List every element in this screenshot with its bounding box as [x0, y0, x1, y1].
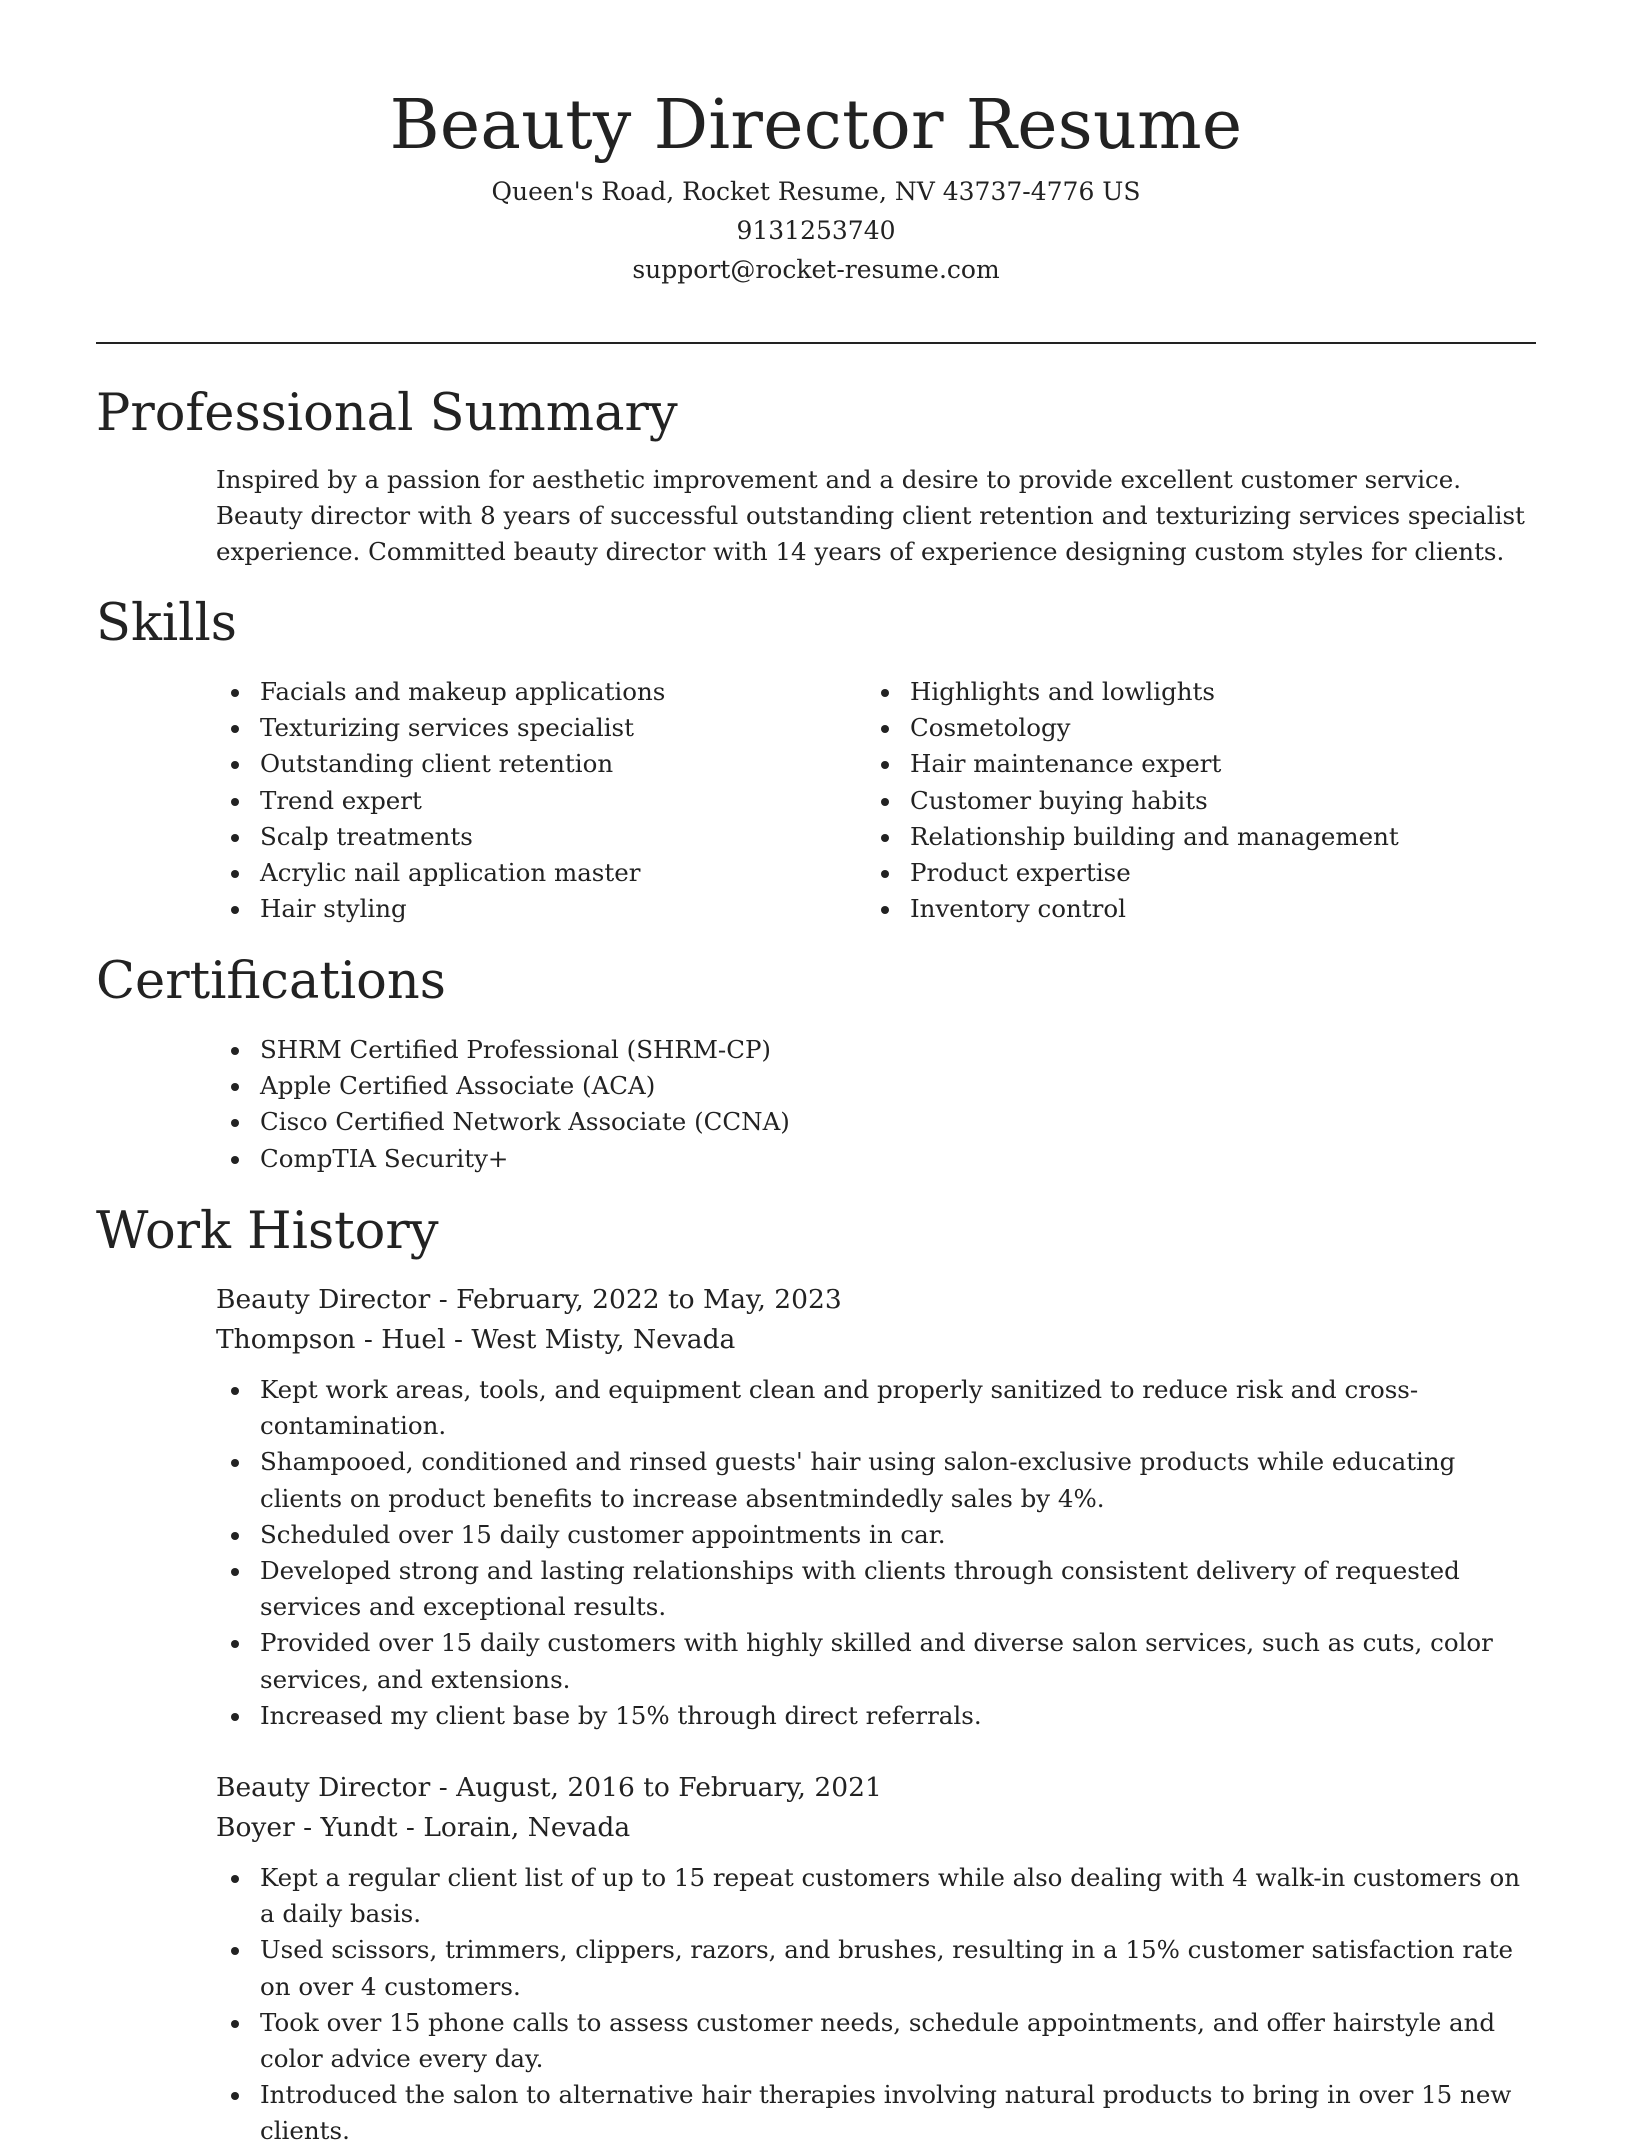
resume-title: Beauty Director Resume — [389, 86, 1243, 165]
job-entry — [216, 1280, 1536, 1734]
work-history-heading: Work History — [96, 1202, 439, 1261]
job-company-line — [216, 1808, 1536, 1848]
separator: - — [430, 1284, 457, 1315]
job-duty-item: Provided over 15 daily customers with highly skilled and diverse salon services, such as cuts, color services, and extensions. — [216, 1625, 1536, 1697]
job-position: Beauty Director — [216, 1772, 431, 1803]
certification-item: SHRM Certified Professional (SHRM-CP) — [216, 1032, 790, 1068]
job-duty-item: Increased my client base by 15% through direct referrals. — [216, 1698, 1536, 1734]
job-position: Beauty Director — [216, 1284, 431, 1315]
header-divider — [96, 342, 1536, 344]
skill-item: Highlights and lowlights — [866, 674, 1399, 710]
job-location: Lorain, Nevada — [423, 1812, 631, 1843]
skill-item: Facials and makeup applications — [216, 674, 665, 710]
certification-item: Apple Certified Associate (ACA) — [216, 1068, 790, 1104]
job-company: Boyer - Yundt — [216, 1812, 398, 1843]
job-dates: February, 2022 to May, 2023 — [456, 1284, 842, 1315]
skill-item: Inventory control — [866, 891, 1399, 927]
job-duty-item: Kept a regular client list of up to 15 repeat customers while also dealing with 4 walk-in customers on a daily basis. — [216, 1860, 1536, 1932]
job-duty-item: Used scissors, trimmers, clippers, razors, and brushes, resulting in a 15% customer satisfaction rate on over 4 customers. — [216, 1932, 1536, 2004]
job-duty-item: Developed strong and lasting relationships with clients through consistent delivery of requested services and exceptional results. — [216, 1553, 1536, 1625]
separator: - — [445, 1324, 472, 1355]
separator: - — [430, 1772, 457, 1803]
skill-item: Product expertise — [866, 855, 1399, 891]
skill-item: Texturizing services specialist — [216, 710, 665, 746]
job-company-line — [216, 1320, 1536, 1360]
skills-heading: Skills — [96, 594, 237, 653]
job-duties-list — [216, 1860, 1536, 2150]
resume-header — [96, 80, 1536, 289]
job-entry — [216, 1768, 1536, 2150]
job-location: West Misty, Nevada — [471, 1324, 736, 1355]
skill-item: Hair styling — [216, 891, 665, 927]
email-address: support@rocket-resume.com — [632, 255, 1000, 284]
job-duty-item: Took over 15 phone calls to assess customer needs, schedule appointments, and offer hairstyle and color advice every day. — [216, 2005, 1536, 2077]
skill-item: Hair maintenance expert — [866, 746, 1399, 782]
skill-item: Acrylic nail application master — [216, 855, 665, 891]
job-company: Thompson - Huel — [216, 1324, 446, 1355]
skill-item: Cosmetology — [866, 710, 1399, 746]
address: Queen's Road, Rocket Resume, NV 43737-4776 US — [491, 177, 1141, 206]
job-dates: August, 2016 to February, 2021 — [456, 1772, 882, 1803]
phone-number: 9131253740 — [736, 216, 896, 245]
skill-item: Outstanding client retention — [216, 746, 665, 782]
skill-item: Relationship building and management — [866, 819, 1399, 855]
job-duty-item: Introduced the salon to alternative hair therapies involving natural products to bring in over 15 new clients. — [216, 2077, 1536, 2149]
certification-item: Cisco Certified Network Associate (CCNA) — [216, 1104, 790, 1140]
job-title-line — [216, 1280, 1536, 1320]
job-duty-item: Scheduled over 15 daily customer appointments in car. — [216, 1517, 1536, 1553]
skill-item: Scalp treatments — [216, 819, 665, 855]
job-duty-item: Kept work areas, tools, and equipment clean and properly sanitized to reduce risk and cross-contamination. — [216, 1372, 1536, 1444]
skills-list-right — [866, 674, 1399, 927]
skill-item: Trend expert — [216, 783, 665, 819]
skills-list-left — [216, 674, 665, 927]
job-duties-list — [216, 1372, 1536, 1734]
job-title-line — [216, 1768, 1536, 1808]
certifications-list — [216, 1032, 790, 1177]
skill-item: Customer buying habits — [866, 783, 1399, 819]
summary-heading: Professional Summary — [96, 384, 678, 443]
job-duty-item: Shampooed, conditioned and rinsed guests' hair using salon-exclusive products while educating clients on product benefits to increase absentmindedly sales by 4%. — [216, 1444, 1536, 1516]
certifications-heading: Certifications — [96, 952, 446, 1011]
certification-item: CompTIA Security+ — [216, 1141, 790, 1177]
summary-text: Inspired by a passion for aesthetic improvement and a desire to provide excellent customer service. Beauty director with 8 years of successful outstanding client retention and texturizing services specialist experience. Committed beauty director with 14 years of experience designing custom styles for clients. — [216, 465, 1525, 566]
separator: - — [397, 1812, 424, 1843]
